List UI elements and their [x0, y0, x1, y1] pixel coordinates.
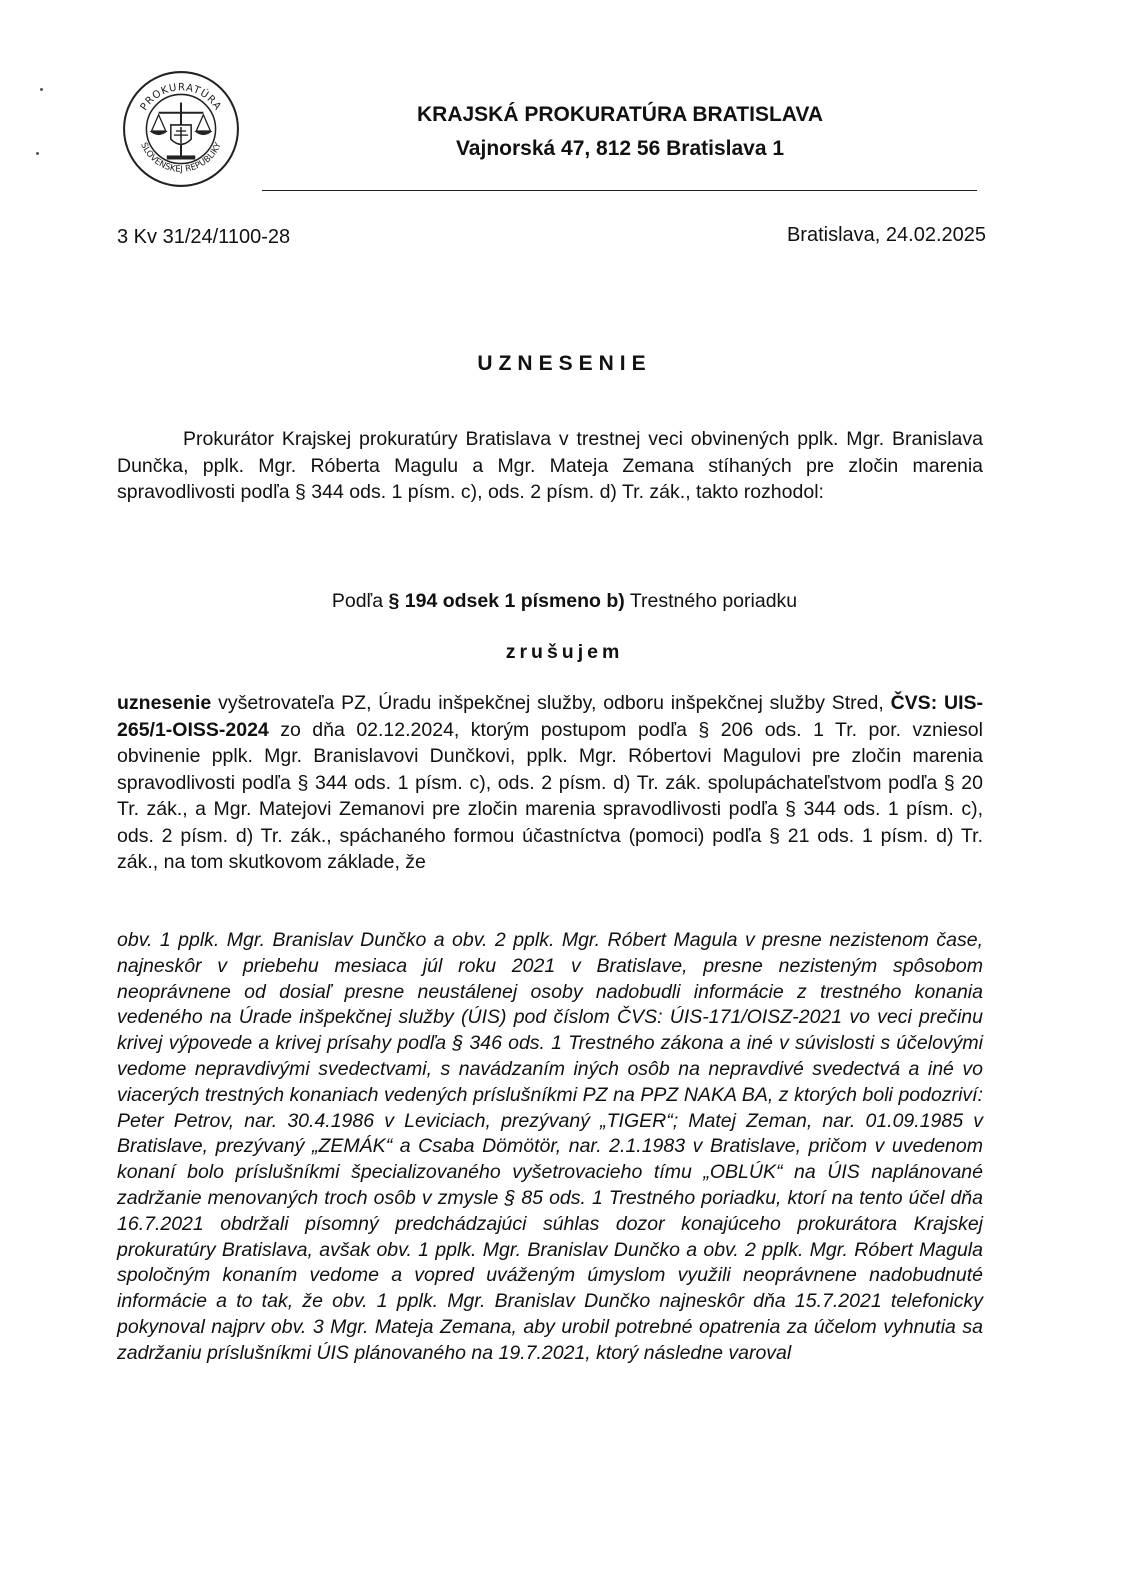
ruling-text-2: zo dňa 02.12.2024, ktorým postupom podľa § 206 ods. 1 Tr. por. vzniesol obvinenie pplk. Mgr. Branislavovi Dunčkovi, pplk. Mgr. Róbertovi Magulovi pre zločin marenia spravodlivosti podľa § 344 ods. 1 písm. c), ods. 2 písm. d) Tr. zák. spolupáchateľstvom podľa § 20 Tr. zák., a Mgr. Matejovi Zemanovi pre zločin marenia spravodlivosti podľa § 344 ods. 1 písm. c), ods. 2 písm. d) Tr. zák., spáchaného formou účastníctva (pomoci) podľa § 21 ods. 1 písm. d) Tr. zák., na tom skutkovom základe, že	[117, 718, 983, 873]
scan-speck	[40, 88, 43, 91]
reference-number: 3 Kv 31/24/1100-28	[117, 226, 291, 248]
svg-text:SLOVENSKEJ REPUBLIKY: SLOVENSKEJ REPUBLIKY	[138, 141, 224, 175]
authority-address: Vajnorská 47, 812 56 Bratislava 1	[455, 137, 785, 160]
legal-basis-suffix: Trestného poriadku	[624, 590, 798, 612]
svg-text:PROKURATÚRA: PROKURATÚRA	[138, 82, 224, 113]
legal-basis-section: § 194 odsek 1 písmeno b)	[388, 590, 625, 612]
ruling-text-1: vyšetrovateľa PZ, Úradu inšpekčnej služby, odboru inšpekčnej služby Stred,	[211, 692, 891, 714]
place-and-date: Bratislava, 24.02.2025	[786, 224, 986, 246]
intro-paragraph: Prokurátor Krajskej prokuratúry Bratislava v trestnej veci obvinených pplk. Mgr. Branislava Dunčka, pplk. Mgr. Róberta Magulu a Mgr. Mateja Zemana stíhaných pre zločin marenia spravodlivosti podľa § 344 ods. 1 písm. c), ods. 2 písm. d) Tr. zák., takto rozhodol:	[117, 428, 983, 503]
scan-speck	[36, 152, 39, 155]
legal-basis-line	[0, 590, 1129, 613]
facts-paragraph: obv. 1 pplk. Mgr. Branislav Dunčko a obv. 2 pplk. Mgr. Róbert Magula v presne nezistenom čase, najneskôr v priebehu mesiaca júl roku 2021 v Bratislave, presne nezisteným spôsobom neoprávnene od dosiaľ presne neustálenej osoby nadobudli informácie z trestného konania vedeného na Úrade inšpekčnej služby (ÚIS) pod číslom ČVS: ÚIS-171/OISZ-2021 vo veci prečinu krivej výpovede a krivej prísahy podľa § 346 ods. 1 Trestného zákona a iné v súvislosti s účelovými vedome nepravdivými svedectvami, s navádzaním iných osôb na nepravdivé svedectvá a iné vo viacerých trestných konaniach vedených príslušníkmi PZ na PPZ NAKA BA, z ktorých boli podozriví: Peter Petrov, nar. 30.4.1986 v Leviciach, prezývaný „TIGER“; Matej Zeman, nar. 01.09.1985 v Bratislave, prezývaný „ZEMÁK“ a Csaba Dömötör, nar. 2.1.1983 v Bratislave, pričom v uvedenom konaní bolo príslušníkmi špecializovaného vyšetrovacieho tímu „OBLÚK“ na ÚIS naplánované zadržanie menovaných troch osôb v zmysle § 85 ods. 1 Trestného poriadku, ktorí na tento účel dňa 16.7.2021 obdržali písomný predchádzajúci súhlas dozor konajúceho prokurátora Krajskej prokuratúry Bratislava, avšak obv. 1 pplk. Mgr. Branislav Dunčko a obv. 2 pplk. Mgr. Róbert Magula spoločným konaním vedome a vopred uváženým úmyslom využili neoprávnene nadobudnuté informácie a to tak, že obv. 1 pplk. Mgr. Branislav Dunčko najneskôr dňa 15.7.2021 telefonicky pokynoval najprv obv. 3 Mgr. Mateja Zemana, aby urobil potrebné opatrenia za účelom vyhnutia sa zadržaniu príslušníkmi ÚIS plánovaného na 19.7.2021, ktorý následne varoval	[117, 929, 983, 1364]
ruling-cvs-number: ČVS: UIS-265/1-OISS-2024	[117, 692, 983, 741]
verdict-word: zrušujem	[505, 641, 624, 663]
ruling-bold-start: uznesenie	[117, 692, 212, 714]
header-divider	[262, 190, 977, 191]
ruling-paragraph	[117, 690, 983, 876]
prosecution-seal-icon	[120, 68, 242, 190]
document-title: UZNESENIE	[477, 352, 652, 375]
authority-name: KRAJSKÁ PROKURATÚRA BRATISLAVA	[417, 103, 823, 126]
legal-basis-prefix: Podľa	[331, 590, 389, 612]
